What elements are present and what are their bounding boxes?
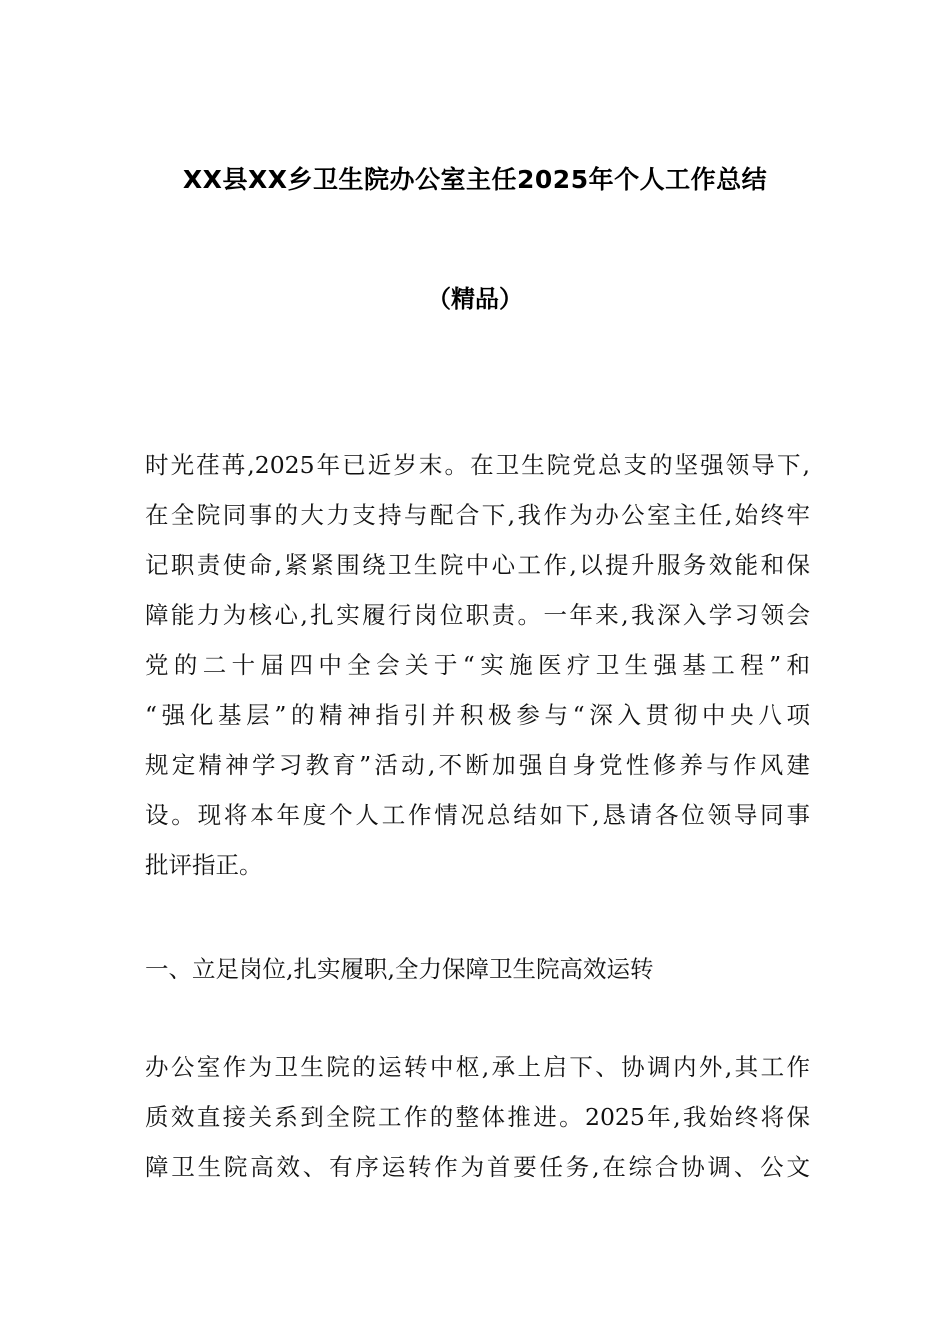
paragraph-line: 党的二十届四中全会关于“实施医疗卫生强基工程”和: [145, 651, 810, 679]
paragraph-line: 质效直接关系到全院工作的整体推进。2025年,我始终将保: [145, 1103, 810, 1131]
paragraph-line: 在全院同事的大力支持与配合下,我作为办公室主任,始终牢: [145, 501, 810, 529]
intro-paragraph: [145, 440, 810, 890]
paragraph-line: “强化基层”的精神指引并积极参与“深入贯彻中央八项: [145, 701, 810, 729]
document-title: XX县XX乡卫生院办公室主任2025年个人工作总结: [182, 165, 768, 194]
paragraph-line: 记职责使命,紧紧围绕卫生院中心工作,以提升服务效能和保: [145, 551, 810, 579]
document-subtitle: （精品）: [427, 285, 523, 313]
paragraph-line: 办公室作为卫生院的运转中枢,承上启下、协调内外,其工作: [145, 1053, 810, 1081]
section-1-heading-block: [145, 944, 810, 994]
paragraph-line: 障卫生院高效、有序运转作为首要任务,在综合协调、公文: [145, 1153, 810, 1181]
paragraph-line: 设。现将本年度个人工作情况总结如下,恳请各位领导同事: [145, 801, 810, 829]
paragraph-line: 规定精神学习教育”活动,不断加强自身党性修养与作风建: [145, 751, 810, 779]
section-1-paragraph: [145, 1042, 810, 1192]
paragraph-line: 时光荏苒,2025年已近岁末。在卫生院党总支的坚强领导下,: [145, 451, 810, 479]
section-heading: 一、立足岗位,扎实履职,全力保障卫生院高效运转: [145, 955, 654, 983]
paragraph-line: 障能力为核心,扎实履行岗位职责。一年来,我深入学习领会: [145, 601, 810, 629]
paragraph-line: 批评指正。: [145, 851, 263, 879]
